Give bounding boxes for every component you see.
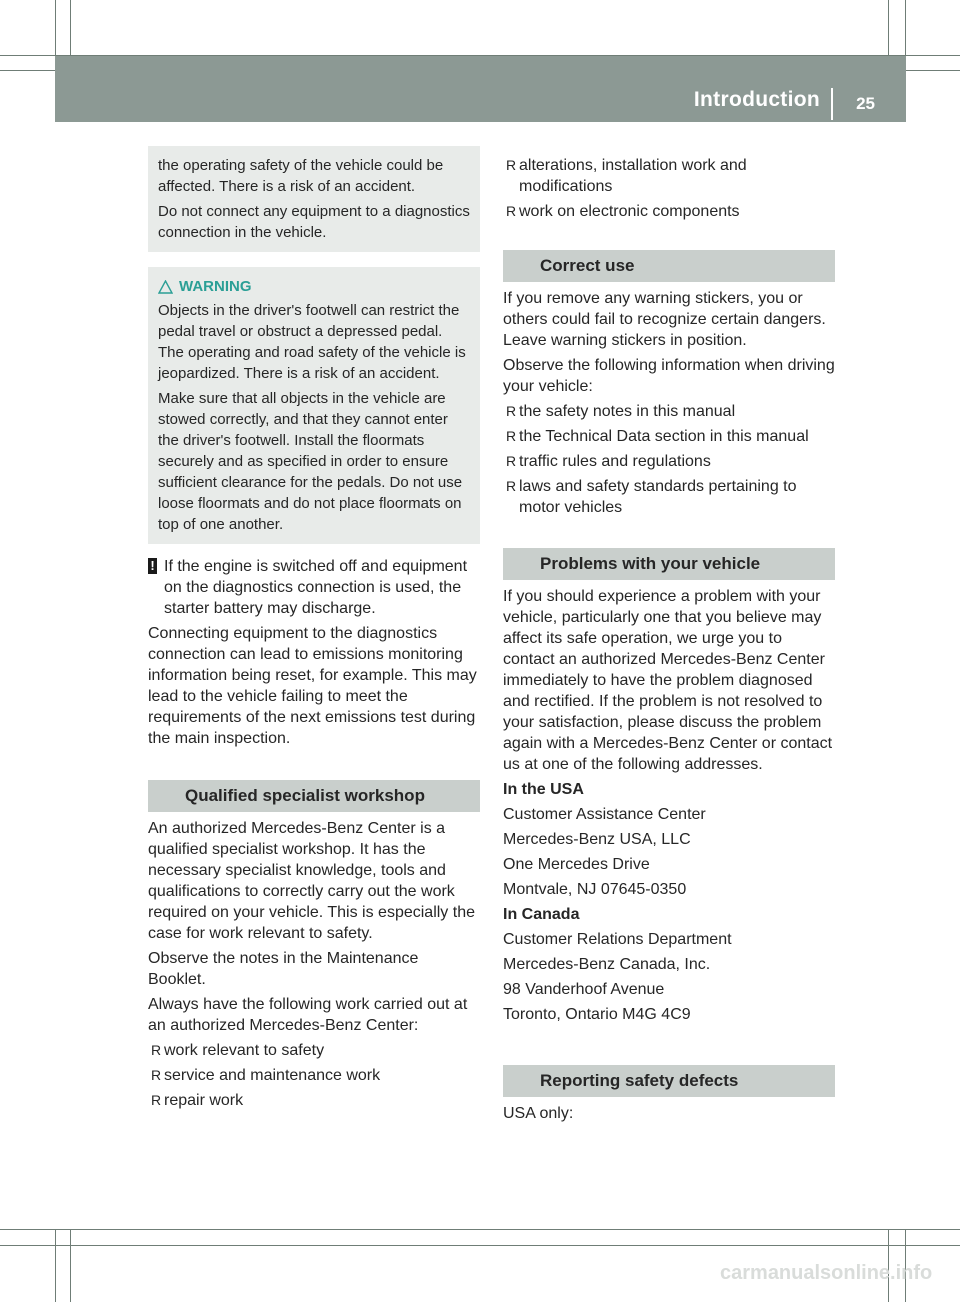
correct-use-list — [503, 401, 835, 518]
work-list-continued — [503, 155, 835, 222]
exclamation-icon: ! — [148, 558, 157, 574]
correct-use-paragraph: If you remove any warning stickers, you or others could fail to recognize certain dangers. Leave warning stickers in position. — [503, 290, 826, 349]
crop-mark — [888, 0, 889, 56]
correct-use-paragraph: Observe the following information when driving your vehicle: — [503, 357, 835, 395]
list-item: R the safety notes in this manual — [503, 401, 835, 422]
crop-mark — [70, 1230, 71, 1302]
page-header — [55, 56, 906, 122]
right-column — [503, 155, 835, 1128]
crop-mark — [0, 1229, 960, 1230]
watermark: carmanualsonline.info — [720, 1262, 933, 1284]
caution-note — [148, 556, 480, 619]
header-divider — [831, 88, 833, 120]
problems-paragraph: If you should experience a problem with your vehicle, particularly one that you believe may affect its safe operation, we urge you to contact an authorized Mercedes-Benz Center immediately to have the problem diagnosed and rectified. If the problem is not resolved to your satisfaction, please discuss the problem again with a Mercedes-Benz Center or contact us at one of the following addresses. — [503, 588, 833, 773]
continued-warning-box — [148, 146, 480, 252]
list-item: R work on electronic components — [503, 201, 835, 222]
crop-mark — [0, 1245, 960, 1246]
list-item: R alterations, installation work and modifications — [503, 155, 835, 197]
address-line: Customer Assistance Center — [503, 806, 706, 823]
address-line: Montvale, NJ 07645-0350 — [503, 881, 687, 898]
box-paragraph: Do not connect any equipment to a diagnostics connection in the vehicle. — [158, 203, 470, 241]
address-line: Toronto, Ontario M4G 4C9 — [503, 1006, 691, 1023]
address-line: One Mercedes Drive — [503, 856, 650, 873]
list-item: R service and maintenance work — [148, 1065, 480, 1086]
address-line: Mercedes-Benz Canada, Inc. — [503, 956, 711, 973]
workshop-paragraph: Always have the following work carried out at an authorized Mercedes-Benz Center: — [148, 996, 468, 1034]
workshop-list — [148, 1040, 480, 1111]
list-item: R laws and safety standards pertaining to motor vehicles — [503, 476, 835, 518]
crop-mark — [55, 0, 56, 56]
section-heading-reporting: Reporting safety defects — [503, 1065, 835, 1097]
list-item: R traffic rules and regulations — [503, 451, 835, 472]
note-text: If the engine is switched off and equipment on the diagnostics connection is used, the starter battery may discharge. — [164, 558, 468, 617]
crop-mark — [905, 0, 906, 56]
warning-heading — [158, 276, 472, 297]
canada-label: In Canada — [503, 906, 580, 923]
page-number: 25 — [856, 94, 875, 113]
crop-mark — [70, 0, 71, 56]
warning-label: WARNING — [179, 278, 252, 295]
list-item: R work relevant to safety — [148, 1040, 480, 1061]
address-line: Mercedes-Benz USA, LLC — [503, 831, 691, 848]
section-heading-workshop: Qualified specialist workshop — [148, 780, 480, 812]
left-column — [148, 146, 480, 1115]
list-item: R repair work — [148, 1090, 480, 1111]
usa-label: In the USA — [503, 781, 584, 798]
workshop-paragraph: An authorized Mercedes-Benz Center is a qualified specialist workshop. It has the necessary specialist knowledge, tools and qualifications to correctly carry out the work required on your vehicle. This is especially the case for work relevant to safety. — [148, 820, 475, 942]
warning-paragraph: Make sure that all objects in the vehicle are stowed correctly, and that they cannot enter the driver's footwell. Install the floormats securely and as specified in order to ensure sufficient clearance for the pedals. Do not use loose floormats and do not place floormats on top of one another. — [158, 390, 463, 533]
box-paragraph: the operating safety of the vehicle could be affected. There is a risk of an accident. — [158, 157, 444, 195]
warning-paragraph: Objects in the driver's footwell can restrict the pedal travel or obstruct a depressed pedal. The operating and road safety of the vehicle is jeopardized. There is a risk of an accident. — [158, 302, 466, 382]
workshop-paragraph: Observe the notes in the Maintenance Booklet. — [148, 950, 419, 988]
list-item: R the Technical Data section in this manual — [503, 426, 835, 447]
warning-box — [148, 267, 480, 544]
address-line: Customer Relations Department — [503, 931, 732, 948]
reporting-paragraph: USA only: — [503, 1105, 574, 1122]
section-heading-problems: Problems with your vehicle — [503, 548, 835, 580]
warning-triangle-icon — [158, 280, 173, 294]
chapter-title: Introduction — [693, 88, 820, 111]
section-heading-correct-use: Correct use — [503, 250, 835, 282]
emissions-paragraph: Connecting equipment to the diagnostics connection can lead to emissions monitoring information being reset, for example. This may lead to the vehicle failing to meet the requirements of the next emissions test during the main inspection. — [148, 625, 477, 747]
address-line: 98 Vanderhoof Avenue — [503, 981, 665, 998]
crop-mark — [55, 1230, 56, 1302]
